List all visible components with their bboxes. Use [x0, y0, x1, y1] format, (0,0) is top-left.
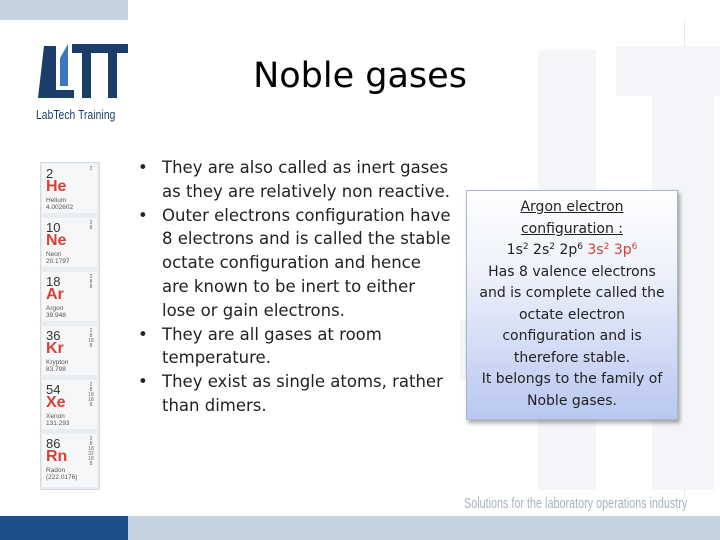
element-name: Xenon — [46, 413, 65, 420]
callout-heading-line2: configuration : — [520, 220, 624, 237]
element-name: Helium — [46, 197, 67, 204]
element-kr — [42, 326, 97, 375]
atomic-mass: 4.002602 — [46, 204, 74, 211]
electron-shells: 2 8 8 — [89, 274, 93, 290]
bottom-dark-accent — [0, 516, 128, 540]
element-symbol: Rn — [46, 448, 68, 465]
atomic-number: 10 — [46, 220, 61, 235]
element-symbol: Xe — [46, 394, 66, 411]
electron-shells: 2 8 18 8 — [88, 328, 94, 349]
atomic-number: 18 — [46, 274, 61, 289]
electron-shells: 2 8 — [89, 220, 93, 231]
callout-line: and is complete called the — [479, 285, 665, 301]
atomic-mass: 131.293 — [46, 420, 70, 427]
element-he — [42, 164, 97, 213]
callout-line: Noble gases. — [527, 392, 617, 409]
element-name: Radon — [46, 467, 66, 474]
callout-line: therefore stable. — [513, 349, 631, 366]
callout-line: Has 8 valence electrons — [488, 263, 656, 280]
element-name: Krypton — [46, 359, 69, 366]
bullet-item: • They are also called as inert gases as they are relatively non reactive. — [132, 156, 452, 204]
callout-line: It belongs to the family of — [481, 371, 663, 387]
logo-text: LabTech Training — [36, 108, 116, 122]
atomic-number: 54 — [46, 382, 61, 397]
element-name: Neon — [46, 251, 62, 258]
callout-line: octate electron — [518, 306, 626, 323]
electron-configuration: $1s^2$ $2s^2$ $2p^6$ $3s^2$ $3p^6$ — [506, 242, 638, 258]
atomic-mass: 39.948 — [46, 312, 66, 319]
electron-shells: 2 8 18 18 8 — [88, 382, 94, 408]
element-symbol: Ne — [46, 232, 67, 249]
bullet-list — [132, 156, 452, 418]
bullet-item: • Outer electrons configuration have 8 electrons and is called the stable octate configuration and hence are known to be inert to either lose or gain electrons. — [132, 204, 452, 323]
element-rn — [42, 434, 97, 487]
callout-heading-line1: Argon electron — [520, 199, 624, 215]
slide-title: Noble gases — [253, 56, 467, 96]
element-ne — [42, 218, 97, 267]
element-symbol: He — [46, 178, 67, 195]
periodic-table-strip — [40, 162, 100, 490]
ltt-logo-mark — [34, 38, 134, 108]
element-symbol: Kr — [46, 340, 64, 357]
electron-shells: 2 8 18 32 18 8 — [88, 436, 94, 467]
element-ar — [42, 272, 97, 321]
atomic-number: 86 — [46, 436, 61, 451]
element-symbol: Ar — [46, 286, 64, 303]
atomic-mass: (222.0176) — [46, 474, 78, 481]
tagline: Solutions for the laboratory operations industry — [464, 495, 688, 512]
element-name: Argon — [46, 305, 64, 312]
callout-line: configuration and is — [502, 328, 642, 344]
electron-shells: 2 — [89, 166, 93, 172]
atomic-number: 2 — [46, 166, 54, 181]
atomic-mass: 83.798 — [46, 366, 66, 373]
top-accent-bar — [0, 0, 128, 20]
bullet-item: • They exist as single atoms, rather than dimers. — [132, 370, 452, 418]
bullet-item: • They are all gases at room temperature. — [132, 323, 452, 371]
element-xe — [42, 380, 97, 429]
argon-callout-box — [466, 190, 678, 420]
atomic-mass: 20.1797 — [46, 258, 70, 265]
atomic-number: 36 — [46, 328, 61, 343]
